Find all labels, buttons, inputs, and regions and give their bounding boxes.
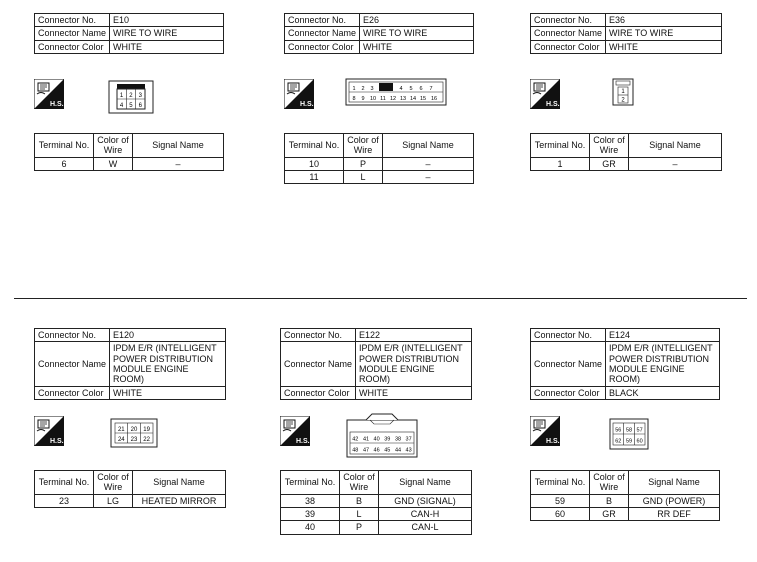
pin-label: 45: [384, 447, 391, 454]
terminal-table: [34, 133, 224, 171]
pin-label: 12: [389, 96, 397, 102]
hs-label: H.S.: [546, 438, 560, 445]
connector-color-value: WHITE: [110, 386, 226, 399]
connector-info-table: [530, 328, 720, 400]
connector-color-label: Connector Color: [531, 386, 606, 399]
connector-color-label: Connector Color: [35, 40, 110, 53]
connector-color-label: Connector Color: [281, 386, 356, 399]
pin-label: 62: [615, 438, 622, 445]
table-row: [35, 157, 224, 170]
wire-color-header: Color of Wire: [590, 134, 629, 158]
connector-e124: [530, 328, 720, 400]
connector-name-value: IPDM E/R (INTELLIGENT POWER DISTRIBUTION MODULE ENGINE ROOM): [110, 342, 226, 386]
connector-no-value: E122: [356, 329, 472, 342]
pin-label: 44: [394, 447, 402, 454]
pin-label: 2: [361, 86, 365, 92]
pin-label: 5: [409, 86, 413, 92]
terminal-table-e120: [34, 470, 226, 508]
wire-color-cell: LG: [94, 494, 133, 507]
connector-face-diagram: [612, 78, 636, 113]
hs-label: H.S.: [296, 438, 310, 445]
connector-face-diagram: [108, 80, 154, 119]
pin-label: 42: [352, 436, 359, 443]
hs-icon: [280, 416, 310, 446]
terminal-no-cell: 60: [531, 508, 590, 521]
table-row: [285, 171, 474, 184]
connector-no-label: Connector No.: [35, 14, 110, 27]
pin-label: 57: [636, 427, 643, 434]
hs-label: H.S.: [50, 101, 64, 108]
connector-info-table: [280, 328, 472, 400]
connector-no-value: E124: [606, 329, 720, 342]
hs-label: H.S.: [50, 438, 64, 445]
connector-no-label: Connector No.: [531, 14, 606, 27]
pin-label: 3: [138, 93, 142, 99]
signal-name-cell: –: [133, 157, 224, 170]
terminal-no-cell: 11: [285, 171, 344, 184]
pin-label: 1: [119, 93, 124, 99]
connector-color-value: WHITE: [110, 40, 224, 53]
connector-color-label: Connector Color: [285, 40, 360, 53]
connector-e120: [34, 328, 226, 400]
pin-label: 11: [380, 96, 386, 102]
connector-face-diagram: [346, 412, 418, 463]
pin-label: 1: [621, 89, 625, 95]
wire-color-cell: P: [344, 157, 383, 170]
connector-color-value: WHITE: [606, 40, 722, 53]
table-row: [35, 494, 226, 507]
wire-color-cell: B: [590, 494, 629, 507]
terminal-no-cell: 38: [281, 494, 340, 507]
wire-color-header: Color of Wire: [94, 471, 133, 495]
connector-e122: [280, 328, 472, 400]
connector-color-value: BLACK: [606, 386, 720, 399]
table-row: [531, 157, 722, 170]
terminal-no-header: Terminal No.: [531, 471, 590, 495]
signal-name-header: Signal Name: [133, 471, 226, 495]
wire-color-header: Color of Wire: [94, 134, 133, 158]
pin-label: 58: [625, 427, 633, 434]
connector-color-label: Connector Color: [531, 40, 606, 53]
terminal-no-cell: 59: [531, 494, 590, 507]
terminal-no-header: Terminal No.: [35, 471, 94, 495]
connector-info-table: [34, 328, 226, 400]
connector-e36: [530, 13, 722, 54]
wire-color-cell: L: [340, 508, 379, 521]
connector-name-value: WIRE TO WIRE: [110, 27, 224, 40]
pin-label: 39: [384, 436, 391, 443]
terminal-table: [284, 133, 474, 184]
hs-label: H.S.: [300, 101, 314, 108]
signal-name-cell: GND (SIGNAL): [379, 494, 472, 507]
pin-label: 20: [130, 427, 138, 433]
pin-label: 38: [394, 436, 402, 443]
pin-label: 43: [405, 447, 412, 454]
hs-label: H.S.: [546, 101, 560, 108]
connector-name-label: Connector Name: [531, 342, 606, 386]
pin-label: 2: [621, 97, 625, 104]
connector-no-value: E26: [360, 14, 474, 27]
signal-name-cell: –: [629, 157, 722, 170]
connector-name-label: Connector Name: [35, 27, 110, 40]
terminal-table-e10: [34, 133, 224, 171]
connector-color-label: Connector Color: [35, 386, 110, 399]
terminal-no-cell: 23: [35, 494, 94, 507]
signal-name-cell: HEATED MIRROR: [133, 494, 226, 507]
pin-label: 4: [399, 86, 403, 92]
connector-no-label: Connector No.: [281, 329, 356, 342]
hs-icon: [530, 79, 560, 109]
connector-name-value: IPDM E/R (INTELLIGENT POWER DISTRIBUTION MODULE ENGINE ROOM): [606, 342, 720, 386]
connector-name-label: Connector Name: [285, 27, 360, 40]
hs-icon: [284, 79, 314, 109]
wire-color-cell: GR: [590, 508, 629, 521]
signal-name-cell: RR DEF: [629, 508, 720, 521]
pin-label: 59: [625, 438, 633, 445]
connector-no-value: E120: [110, 329, 226, 342]
connector-face-diagram: [110, 418, 158, 453]
connector-name-label: Connector Name: [531, 27, 606, 40]
connector-name-label: Connector Name: [35, 342, 110, 386]
terminal-no-header: Terminal No.: [35, 134, 94, 158]
terminal-no-header: Terminal No.: [281, 471, 340, 495]
signal-name-header: Signal Name: [383, 134, 474, 158]
signal-name-cell: CAN-L: [379, 521, 472, 534]
connector-color-value: WHITE: [356, 386, 472, 399]
wire-color-cell: P: [340, 521, 379, 534]
terminal-table: [280, 470, 472, 535]
connector-name-value: IPDM E/R (INTELLIGENT POWER DISTRIBUTION MODULE ENGINE ROOM): [356, 342, 472, 386]
signal-name-cell: CAN-H: [379, 508, 472, 521]
pin-label: 47: [362, 447, 370, 454]
terminal-table: [34, 470, 226, 508]
table-row: [281, 508, 472, 521]
terminal-table: [530, 133, 722, 171]
table-row: [281, 521, 472, 534]
table-row: [531, 494, 720, 507]
pin-label: 24: [117, 437, 125, 443]
wire-color-cell: W: [94, 157, 133, 170]
connector-info-table: [530, 13, 722, 54]
pin-label: 6: [419, 86, 423, 92]
terminal-table-e124: [530, 470, 720, 521]
pin-label: 5: [129, 103, 133, 109]
terminal-no-cell: 1: [531, 157, 590, 170]
table-row: [285, 157, 474, 170]
pin-label: 37: [405, 436, 412, 443]
terminal-table-e36: [530, 133, 722, 171]
pin-label: 10: [369, 96, 377, 102]
signal-name-cell: –: [383, 157, 474, 170]
pin-label: 4: [119, 103, 124, 109]
connector-no-label: Connector No.: [35, 329, 110, 342]
pin-label: 6: [138, 103, 142, 109]
connector-no-value: E10: [110, 14, 224, 27]
pin-label: 2: [129, 93, 133, 99]
table-row: [281, 494, 472, 507]
hs-icon: [34, 79, 64, 109]
terminal-table-e122: [280, 470, 472, 535]
terminal-no-cell: 10: [285, 157, 344, 170]
connector-no-value: E36: [606, 14, 722, 27]
connector-no-label: Connector No.: [285, 14, 360, 27]
wire-color-cell: L: [344, 171, 383, 184]
terminal-no-cell: 40: [281, 521, 340, 534]
terminal-no-cell: 6: [35, 157, 94, 170]
signal-name-cell: GND (POWER): [629, 494, 720, 507]
signal-name-header: Signal Name: [629, 134, 722, 158]
wire-color-header: Color of Wire: [344, 134, 383, 158]
hs-icon: [34, 416, 64, 446]
wire-color-cell: GR: [590, 157, 629, 170]
wire-color-cell: B: [340, 494, 379, 507]
connector-color-value: WHITE: [360, 40, 474, 53]
terminal-no-header: Terminal No.: [531, 134, 590, 158]
table-row: [531, 508, 720, 521]
pin-label: 15: [419, 96, 427, 102]
section-divider: [14, 298, 747, 299]
terminal-no-cell: 39: [281, 508, 340, 521]
hs-icon: [530, 416, 560, 446]
pin-label: 48: [352, 447, 359, 454]
connector-face-diagram: [609, 418, 649, 455]
connector-e10: [34, 13, 224, 54]
pin-label: 7: [429, 86, 433, 92]
pin-label: 21: [117, 427, 125, 433]
pin-label: 9: [361, 96, 365, 102]
pin-label: 40: [373, 436, 380, 443]
signal-name-header: Signal Name: [133, 134, 224, 158]
connector-info-table: [284, 13, 474, 54]
pin-label: 23: [130, 437, 138, 443]
pin-label: 60: [636, 438, 643, 445]
pin-label: 16: [430, 96, 438, 102]
signal-name-header: Signal Name: [629, 471, 720, 495]
connector-name-value: WIRE TO WIRE: [360, 27, 474, 40]
pin-label: 3: [370, 86, 374, 92]
connector-no-label: Connector No.: [531, 329, 606, 342]
wire-color-header: Color of Wire: [590, 471, 629, 495]
connector-face-diagram: [345, 78, 447, 111]
pin-label: 14: [409, 96, 417, 102]
terminal-no-header: Terminal No.: [285, 134, 344, 158]
wire-color-header: Color of Wire: [340, 471, 379, 495]
pin-label: 46: [373, 447, 380, 454]
pin-label: 56: [615, 427, 622, 434]
pin-label: 19: [143, 427, 150, 433]
terminal-table-e26: [284, 133, 474, 184]
signal-name-cell: –: [383, 171, 474, 184]
pin-label: 41: [362, 436, 370, 443]
pin-label: 13: [399, 96, 407, 102]
connector-info-table: [34, 13, 224, 54]
connector-e26: [284, 13, 474, 54]
pin-label: 8: [352, 96, 356, 102]
connector-name-value: WIRE TO WIRE: [606, 27, 722, 40]
terminal-table: [530, 470, 720, 521]
connector-name-label: Connector Name: [281, 342, 356, 386]
pin-label: 1: [352, 86, 356, 92]
signal-name-header: Signal Name: [379, 471, 472, 495]
pin-label: 22: [143, 437, 150, 443]
